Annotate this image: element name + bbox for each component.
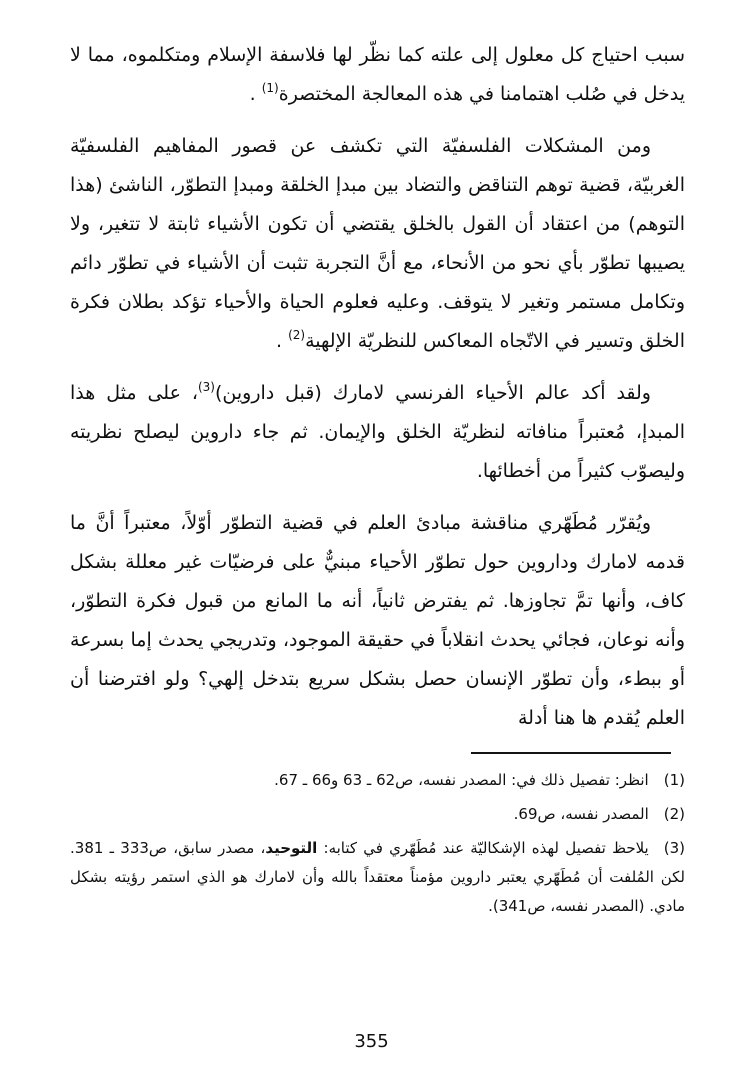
footnote-2 xyxy=(70,800,685,829)
footnote-3-marker: (3) xyxy=(663,839,685,857)
footnote-2-marker: (2) xyxy=(663,805,685,823)
footnote-3-text-after: ، مصدر سابق، ص333 ـ 381. لكن المُلفت أن مُطَهّري يعتبر داروين مؤمناً معتقداً بالله وأن لامارك هو الذي استمر رؤيته بشكل مادي. (المصدر نفسه، ص341). xyxy=(70,839,685,915)
page-number: 355 xyxy=(354,1031,389,1052)
body-paragraph-2 xyxy=(70,127,685,361)
paragraph-text: ومن المشكلات الفلسفيّة التي تكشف عن قصور المفاهيم الفلسفيّة الغربيّة، قضية توهم التناقض والتضاد بين مبدإ الخلقة ومبدإ التطوّر، الناشئ (هذا التوهم) من اعتقاد أن القول بالخلق يقتضي أن تكون الأشياء ثابتة لا تتغير، ولا يصيبها تطوّر بأي نحو من الأنحاء، مع أنَّ التجربة تثبت أن الأشياء في تطوّر دائم وتكامل مستمر وتغير لا يتوقف. وعليه فعلوم الحياة والأحياء تؤكد بطلان فكرة الخلق وتسير في الاتّجاه المعاكس للنظريّة الإلهية xyxy=(70,135,685,352)
paragraph-text-tail: . xyxy=(276,330,289,352)
footnote-2-text: المصدر نفسه، ص69. xyxy=(513,805,649,823)
body-paragraph-4 xyxy=(70,504,685,738)
footnote-1-text: انظر: تفصيل ذلك في: المصدر نفسه، ص62 ـ 63 و66 ـ 67. xyxy=(274,771,649,789)
footnote-ref-3: (3) xyxy=(197,379,215,394)
main-text-block xyxy=(70,36,685,926)
paragraph-text-tail: . xyxy=(249,83,262,105)
paragraph-text: ولقد أكد عالم الأحياء الفرنسي لامارك (قبل داروين) xyxy=(214,382,651,404)
footnote-3-text-before: يلاحظ تفصيل لهذه الإشكاليّة عند مُطَهّري في كتابه: xyxy=(317,839,649,857)
footnote-ref-1: (1) xyxy=(261,80,279,95)
footnote-separator xyxy=(471,752,671,754)
paragraph-text-tail: ، على مثل هذا المبدإ، مُعتبراً منافاته لنظريّة الخلق والإيمان. ثم جاء داروين ليصلح نظريته وليصوّب كثيراً من أخطائها. xyxy=(70,382,685,482)
footnotes-section xyxy=(70,752,685,921)
paragraph-text: ويُقرّر مُطَهّري مناقشة مبادئ العلم في قضية التطوّر أوّلاً، معتبراً أنَّ ما قدمه لامارك وداروين حول تطوّر الأحياء مبنيٌّ على فرضيّات غير معللة بشكل كاف، وأنها تمَّ تجاوزها. ثم يفترض ثانياً، أنه ما المانع من قبول فكرة التطوّر، وأنه نوعان، فجائي يحدث انقلاباً في حقيقة الموجود، وتدريجي يحدث إما بسرعة أو ببطء، وأن تطوّر الإنسان حصل بشكل سريع بتدخل إلهي؟ ولو افترضنا أن العلم يُقدم ها هنا أدلة xyxy=(70,512,685,729)
footnote-1-marker: (1) xyxy=(663,771,685,789)
footnote-3-book-title: التوحيد xyxy=(265,839,318,857)
footnote-ref-2: (2) xyxy=(288,327,306,342)
body-paragraph-3 xyxy=(70,374,685,491)
paragraph-text: سبب احتياج كل معلول إلى علته كما نظّر لها فلاسفة الإسلام ومتكلموه، مما لا يدخل في صُلب اهتمامنا في هذه المعالجة المختصرة xyxy=(70,44,685,105)
body-paragraph-1 xyxy=(70,36,685,114)
footnote-1 xyxy=(70,766,685,795)
footnote-3 xyxy=(70,834,685,921)
